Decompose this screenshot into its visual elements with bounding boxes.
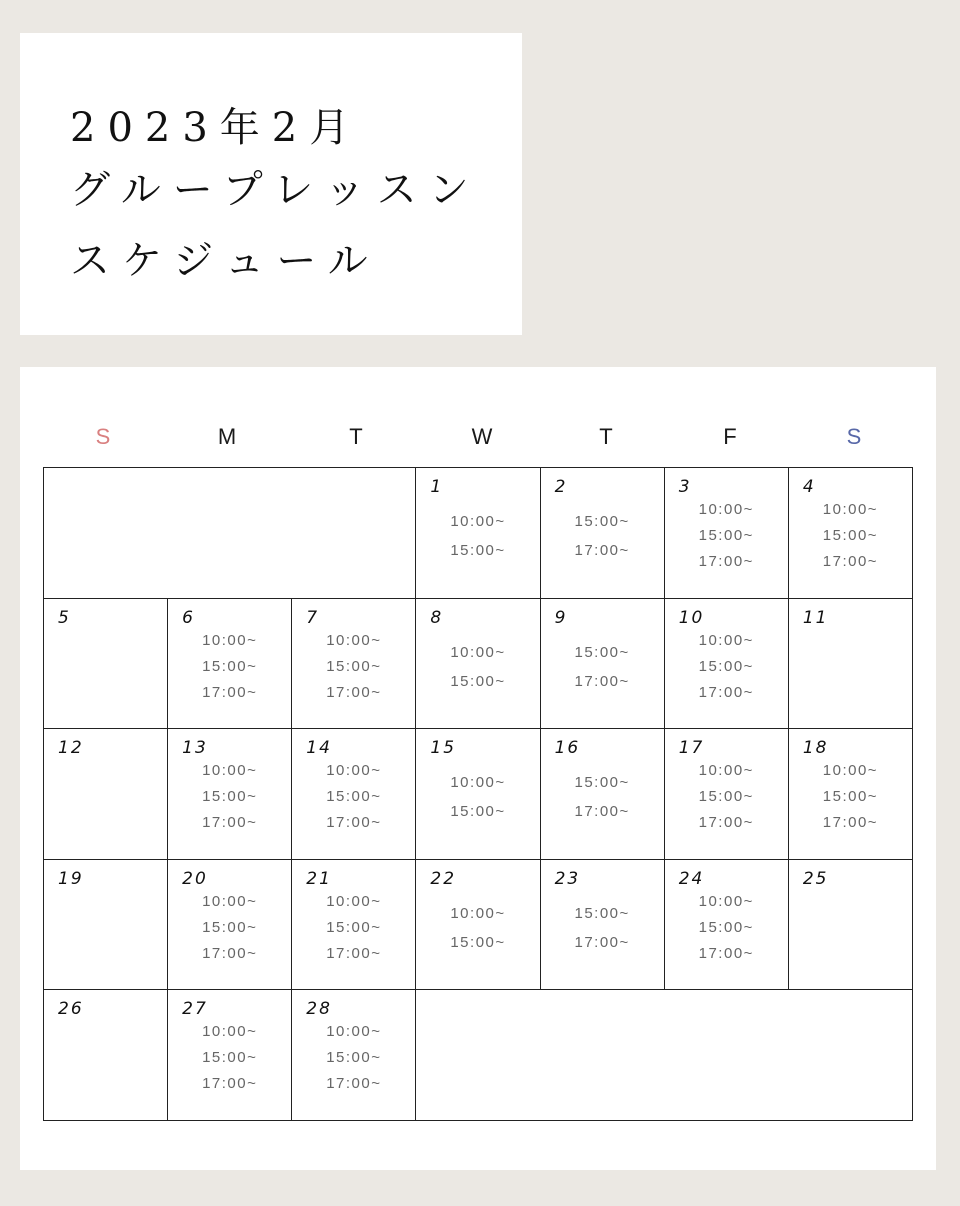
day-cell <box>789 729 913 860</box>
lesson-time: 17:00~ <box>822 814 879 832</box>
lesson-time: 15:00~ <box>326 657 382 675</box>
lesson-times <box>541 773 664 822</box>
lesson-time: 17:00~ <box>326 814 382 832</box>
lesson-times <box>292 761 415 833</box>
lesson-time: 17:00~ <box>698 944 754 962</box>
day-cell <box>416 729 540 860</box>
title-card <box>20 33 522 335</box>
lesson-times <box>168 1022 291 1094</box>
lesson-times <box>541 904 664 953</box>
day-number: 16 <box>554 738 581 759</box>
day-number: 20 <box>182 868 208 889</box>
lesson-times <box>292 1022 415 1094</box>
day-cell <box>665 729 789 860</box>
day-number: 12 <box>58 738 84 759</box>
day-number: 13 <box>182 738 208 759</box>
day-cell <box>292 729 416 860</box>
lesson-time: 10:00~ <box>450 643 506 661</box>
lesson-time: 15:00~ <box>574 904 630 922</box>
lesson-time: 15:00~ <box>202 788 258 806</box>
lesson-times <box>789 761 912 833</box>
day-cell <box>44 990 168 1121</box>
lesson-time: 15:00~ <box>202 1049 258 1067</box>
lesson-time: 15:00~ <box>326 788 382 806</box>
day-cell <box>541 729 665 860</box>
lesson-time: 15:00~ <box>698 788 754 806</box>
lesson-time: 10:00~ <box>450 774 506 792</box>
lesson-times <box>416 643 539 692</box>
day-cell <box>168 990 292 1121</box>
lesson-time: 15:00~ <box>202 918 258 936</box>
title-line-2: グループレッスン <box>70 167 481 213</box>
lesson-time: 15:00~ <box>698 527 754 544</box>
day-number: 28 <box>306 999 332 1020</box>
day-cell <box>789 860 913 991</box>
lesson-time: 17:00~ <box>574 672 630 690</box>
lesson-time: 15:00~ <box>822 527 879 544</box>
lesson-times <box>416 512 539 561</box>
day-number: 8 <box>430 607 444 628</box>
lesson-time: 10:00~ <box>202 762 258 780</box>
day-cell <box>541 468 665 599</box>
calendar-grid <box>43 467 913 1121</box>
day-number: 27 <box>182 999 208 1020</box>
day-number: 10 <box>678 607 705 628</box>
day-cell <box>541 860 665 991</box>
day-cell <box>416 860 540 991</box>
lesson-time: 10:00~ <box>202 892 258 910</box>
lesson-time: 17:00~ <box>202 814 258 832</box>
day-number: 2 <box>554 477 568 497</box>
lesson-time: 10:00~ <box>698 501 754 518</box>
day-cell <box>168 729 292 860</box>
lesson-time: 15:00~ <box>574 513 630 530</box>
day-number: 22 <box>430 868 457 889</box>
lesson-times <box>665 631 788 703</box>
lesson-times <box>789 500 912 572</box>
empty-cell-leading <box>44 468 416 599</box>
lesson-times <box>541 512 664 561</box>
lesson-time: 17:00~ <box>202 944 258 962</box>
lesson-time: 10:00~ <box>326 631 382 649</box>
weekday-sunday: S <box>95 424 111 449</box>
lesson-time: 17:00~ <box>202 683 258 701</box>
day-number: 19 <box>58 868 84 889</box>
lesson-time: 17:00~ <box>202 1075 258 1093</box>
day-number: 3 <box>678 477 692 497</box>
lesson-time: 10:00~ <box>326 892 382 910</box>
lesson-time: 17:00~ <box>326 944 382 962</box>
lesson-time: 15:00~ <box>326 918 382 936</box>
lesson-time: 10:00~ <box>698 892 754 910</box>
lesson-time: 17:00~ <box>326 1075 382 1093</box>
lesson-time: 15:00~ <box>822 788 879 806</box>
day-cell <box>541 599 665 730</box>
lesson-time: 17:00~ <box>698 683 754 701</box>
lesson-times <box>292 631 415 703</box>
title-line-1: 2023年2月 <box>70 105 362 151</box>
weekday-wednesday: W <box>471 424 493 449</box>
day-number: 21 <box>306 868 332 889</box>
weekday-friday: F <box>723 424 737 449</box>
day-number: 5 <box>58 607 71 628</box>
lesson-time: 17:00~ <box>326 683 382 701</box>
lesson-times <box>292 892 415 964</box>
day-cell <box>665 860 789 991</box>
lesson-time: 15:00~ <box>698 918 754 936</box>
lesson-time: 17:00~ <box>574 542 630 559</box>
day-number: 6 <box>182 607 195 628</box>
lesson-time: 10:00~ <box>698 762 754 780</box>
day-number: 7 <box>306 607 320 628</box>
lesson-time: 15:00~ <box>202 657 258 675</box>
lesson-times <box>416 773 539 822</box>
day-cell <box>168 599 292 730</box>
day-cell <box>416 599 540 730</box>
day-cell <box>44 599 168 730</box>
weekday-tuesday: T <box>349 424 363 449</box>
empty-cell-trailing <box>416 990 913 1121</box>
day-number: 15 <box>430 738 457 759</box>
lesson-time: 10:00~ <box>698 631 754 649</box>
day-cell <box>665 468 789 599</box>
weekday-saturday: S <box>846 424 862 449</box>
lesson-time: 15:00~ <box>450 542 506 559</box>
lesson-time: 10:00~ <box>450 904 506 922</box>
weekday-monday: M <box>217 424 237 449</box>
day-number: 24 <box>678 868 705 889</box>
lesson-time: 17:00~ <box>574 803 630 821</box>
day-cell <box>789 468 913 599</box>
lesson-times <box>541 643 664 692</box>
day-cell <box>44 729 168 860</box>
lesson-times <box>665 761 788 833</box>
lesson-time: 17:00~ <box>698 553 754 570</box>
lesson-time: 15:00~ <box>450 803 506 821</box>
day-number: 9 <box>554 607 568 628</box>
lesson-time: 10:00~ <box>202 631 258 649</box>
lesson-time: 15:00~ <box>698 657 754 675</box>
day-cell <box>789 599 913 730</box>
lesson-time: 15:00~ <box>574 643 630 661</box>
day-number: 1 <box>430 477 444 497</box>
day-number: 25 <box>802 868 829 889</box>
day-cell <box>416 468 540 599</box>
lesson-time: 15:00~ <box>450 933 506 951</box>
lesson-time: 17:00~ <box>574 933 630 951</box>
day-number: 18 <box>802 738 829 759</box>
lesson-time: 10:00~ <box>326 1023 382 1041</box>
lesson-time: 10:00~ <box>450 513 506 530</box>
day-cell <box>168 860 292 991</box>
day-number: 23 <box>554 868 581 889</box>
lesson-times <box>665 892 788 964</box>
lesson-time: 10:00~ <box>326 762 382 780</box>
lesson-time: 10:00~ <box>202 1023 258 1041</box>
lesson-time: 10:00~ <box>822 762 879 780</box>
lesson-times <box>665 500 788 572</box>
lesson-time: 15:00~ <box>574 774 630 792</box>
lesson-time: 10:00~ <box>822 501 879 518</box>
lesson-time: 15:00~ <box>450 672 506 690</box>
weekday-thursday: T <box>599 424 613 449</box>
lesson-time: 17:00~ <box>822 553 879 570</box>
day-number: 4 <box>802 477 816 497</box>
day-cell <box>44 860 168 991</box>
lesson-time: 17:00~ <box>698 814 754 832</box>
lesson-times <box>168 761 291 833</box>
day-cell <box>292 860 416 991</box>
lesson-times <box>168 631 291 703</box>
day-number: 11 <box>802 607 829 628</box>
lesson-times <box>168 892 291 964</box>
lesson-time: 15:00~ <box>326 1049 382 1067</box>
day-number: 14 <box>306 738 332 759</box>
day-cell <box>292 990 416 1121</box>
day-number: 17 <box>678 738 705 759</box>
day-number: 26 <box>58 999 84 1020</box>
lesson-times <box>416 904 539 953</box>
title-line-3: スケジュール <box>70 238 380 284</box>
day-cell <box>292 599 416 730</box>
day-cell <box>665 599 789 730</box>
